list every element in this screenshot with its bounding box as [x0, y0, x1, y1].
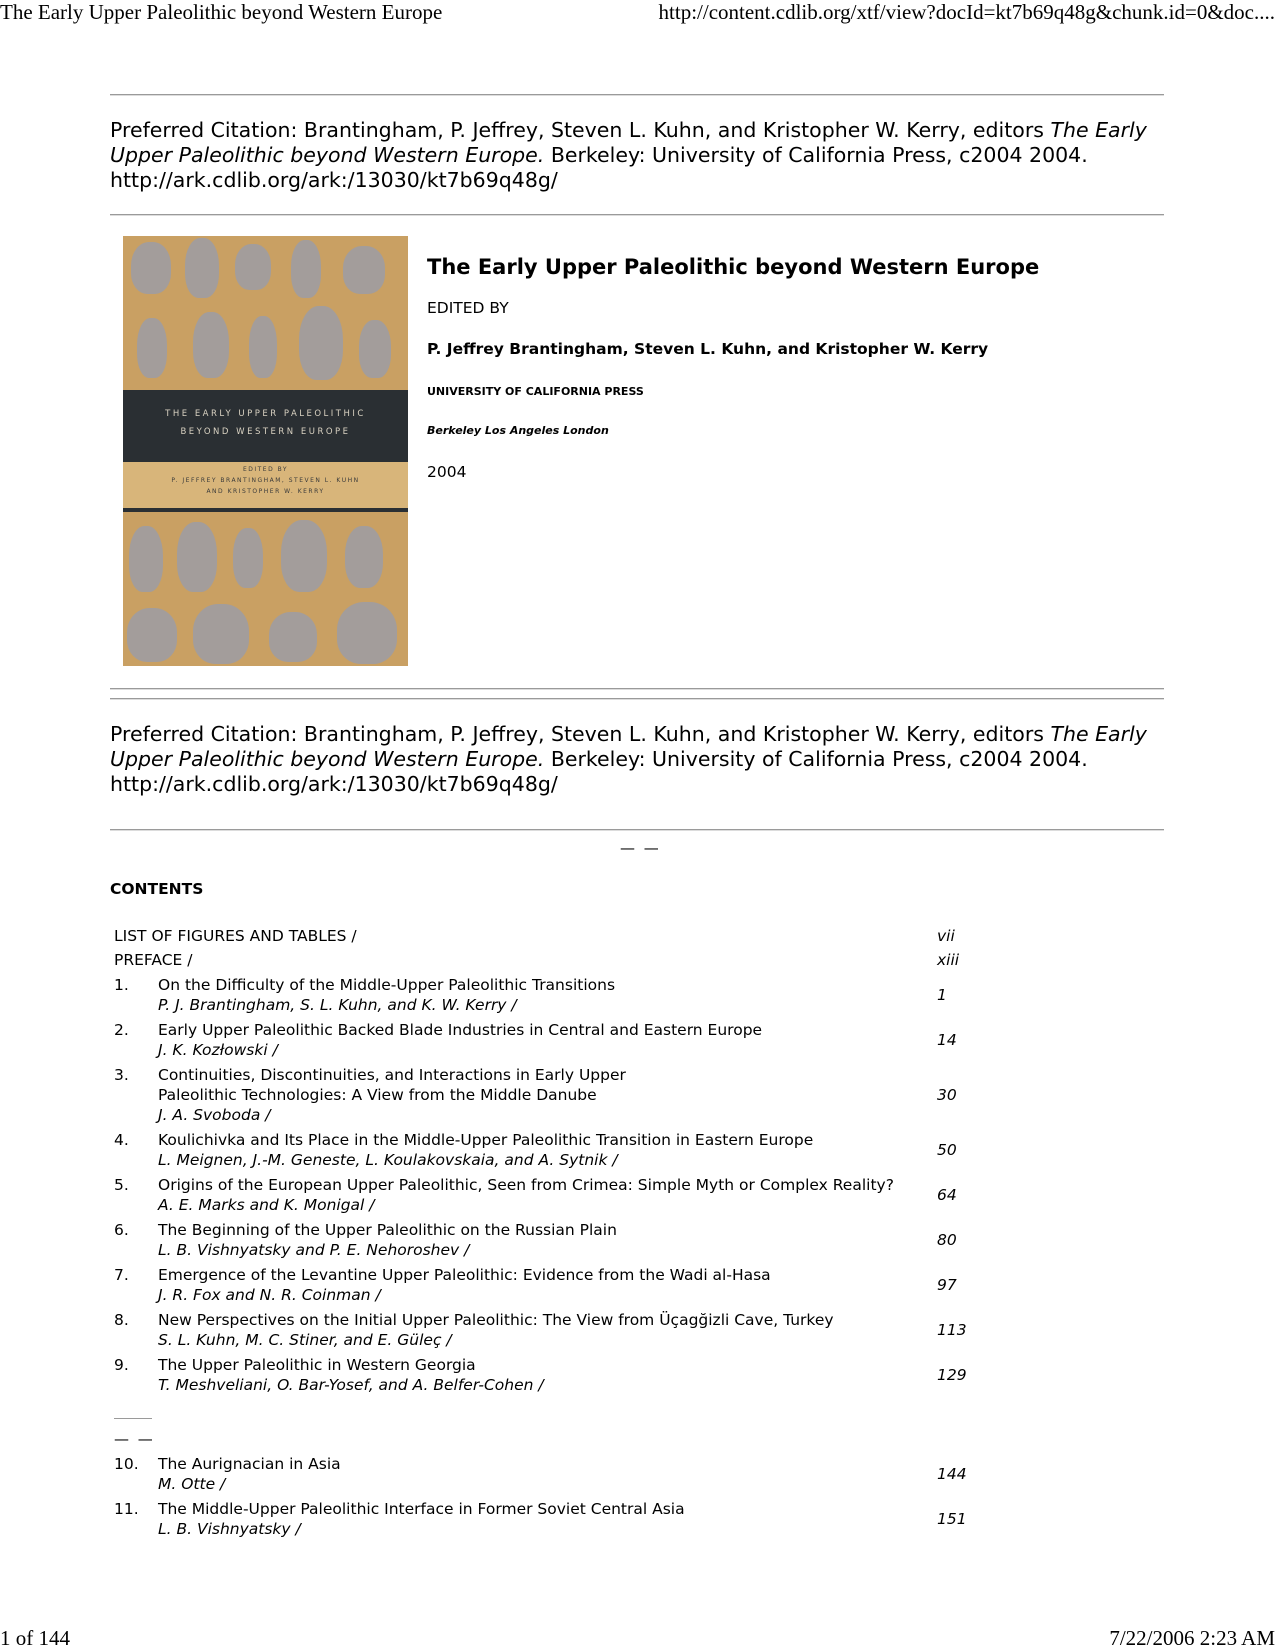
toc-page-number: 1 [937, 986, 947, 1004]
toc-page-number: 50 [937, 1141, 957, 1159]
divider [110, 214, 1164, 216]
print-footer-page: 1 of 144 [0, 1626, 70, 1650]
toc-front-title[interactable]: PREFACE / [114, 951, 193, 969]
toc-page-number: 64 [937, 1186, 957, 1204]
divider [110, 698, 1164, 700]
print-footer-timestamp: 7/22/2006 2:23 AM [1109, 1626, 1275, 1650]
cover-edited-by: EDITED BY [242, 466, 289, 473]
toc-chapter-number: 8. [114, 1311, 129, 1329]
toc-chapter-title[interactable]: Origins of the European Upper Paleolithic, Seen from Crimea: Simple Myth or Complex Reality? [158, 1176, 894, 1194]
page-break-marker: — — [114, 1430, 155, 1448]
toc-page-number: vii [937, 927, 955, 945]
preferred-citation [110, 118, 1164, 193]
divider [110, 829, 1164, 831]
divider [110, 94, 1164, 96]
book-cover-image [123, 236, 408, 666]
toc-chapter-authors: J. A. Svoboda / [158, 1106, 271, 1124]
toc-chapter-title[interactable]: Continuities, Discontinuities, and Interactions in Early Upper [158, 1066, 626, 1084]
toc-page-number: 80 [937, 1231, 957, 1249]
toc-page-number: 151 [937, 1510, 967, 1528]
toc-chapter-number: 1. [114, 976, 129, 994]
page-break-marker: — — [620, 839, 661, 857]
print-header-title: The Early Upper Paleolithic beyond Western Europe [0, 0, 443, 24]
print-header-url: http://content.cdlib.org/xtf/view?docId=kt7b69q48g&chunk.id=0&doc.... [658, 0, 1275, 24]
contents-heading: CONTENTS [110, 880, 204, 898]
toc-page-number: 129 [937, 1366, 967, 1384]
toc-page-number: 14 [937, 1031, 957, 1049]
book-title: The Early Upper Paleolithic beyond Western Europe [427, 255, 1040, 279]
publisher-places: Berkeley Los Angeles London [427, 424, 609, 437]
toc-chapter-title[interactable]: New Perspectives on the Initial Upper Paleolithic: The View from Üçagğizli Cave, Turkey [158, 1311, 834, 1329]
toc-chapter-number: 11. [114, 1500, 139, 1518]
citation-title: The Early Upper Paleolithic beyond Western Europe. [110, 722, 1147, 771]
citation-prefix: Preferred Citation: Brantingham, P. Jeffrey, Steven L. Kuhn, and Kristopher W. Kerry, editors [110, 118, 1051, 142]
toc-page-number: 144 [937, 1465, 967, 1483]
toc-page-number: 113 [937, 1321, 967, 1339]
toc-chapter-number: 2. [114, 1021, 129, 1039]
cover-editors-band [123, 462, 408, 508]
toc-chapter-number: 3. [114, 1066, 129, 1084]
citation-suffix: Berkeley: University of California Press, c2004 2004. http://ark.cdlib.org/ark:/13030/kt7b69q48g/ [110, 747, 1088, 796]
toc-chapter-authors: L. B. Vishnyatsky and P. E. Nehoroshev / [158, 1241, 470, 1259]
toc-chapter-number: 9. [114, 1356, 129, 1374]
divider [114, 1418, 152, 1419]
cover-title-line1: THE EARLY UPPER PALEOLITHIC [165, 409, 366, 419]
toc-chapter-title[interactable]: Emergence of the Levantine Upper Paleolithic: Evidence from the Wadi al-Hasa [158, 1266, 771, 1284]
toc-chapter-title[interactable]: The Beginning of the Upper Paleolithic on the Russian Plain [158, 1221, 617, 1239]
toc-chapter-authors: M. Otte / [158, 1475, 226, 1493]
toc-chapter-number: 10. [114, 1455, 139, 1473]
toc-chapter-title[interactable]: Koulichivka and Its Place in the Middle-Upper Paleolithic Transition in Eastern Europe [158, 1131, 814, 1149]
divider [110, 688, 1164, 690]
cover-editors-line1: P. JEFFREY BRANTINGHAM, STEVEN L. KUHN [171, 477, 360, 484]
toc-page-number: 30 [937, 1086, 957, 1104]
toc-chapter-title[interactable]: On the Difficulty of the Middle-Upper Paleolithic Transitions [158, 976, 616, 994]
toc-chapter-authors: J. R. Fox and N. R. Coinman / [158, 1286, 381, 1304]
toc-chapter-number: 6. [114, 1221, 129, 1239]
toc-chapter-number: 7. [114, 1266, 129, 1284]
citation-title: The Early Upper Paleolithic beyond Western Europe. [110, 118, 1147, 167]
toc-chapter-title[interactable]: The Middle-Upper Paleolithic Interface in Former Soviet Central Asia [158, 1500, 685, 1518]
edited-by-label: EDITED BY [427, 299, 509, 317]
toc-page-number: xiii [937, 951, 960, 969]
toc-chapter-authors: L. Meignen, J.-M. Geneste, L. Koulakovskaia, and A. Sytnik / [158, 1151, 618, 1169]
toc-chapter-title[interactable]: The Aurignacian in Asia [158, 1455, 341, 1473]
cover-title-line2: BEYOND WESTERN EUROPE [180, 427, 351, 437]
preferred-citation-repeat [110, 722, 1164, 797]
toc-chapter-title[interactable]: The Upper Paleolithic in Western Georgia [158, 1356, 476, 1374]
toc-chapter-number: 5. [114, 1176, 129, 1194]
toc-chapter-title-cont[interactable]: Paleolithic Technologies: A View from the Middle Danube [158, 1086, 597, 1104]
toc-chapter-number: 4. [114, 1131, 129, 1149]
citation-suffix: Berkeley: University of California Press, c2004 2004. http://ark.cdlib.org/ark:/13030/kt7b69q48g/ [110, 143, 1088, 192]
publication-year: 2004 [427, 463, 467, 481]
toc-chapter-title[interactable]: Early Upper Paleolithic Backed Blade Industries in Central and Eastern Europe [158, 1021, 763, 1039]
toc-chapter-authors: A. E. Marks and K. Monigal / [158, 1196, 375, 1214]
toc-page-number: 97 [937, 1276, 957, 1294]
toc-chapter-authors: T. Meshveliani, O. Bar-Yosef, and A. Belfer-Cohen / [158, 1376, 544, 1394]
editors: P. Jeffrey Brantingham, Steven L. Kuhn, and Kristopher W. Kerry [427, 340, 989, 358]
publisher: UNIVERSITY OF CALIFORNIA PRESS [427, 385, 644, 398]
toc-chapter-authors: P. J. Brantingham, S. L. Kuhn, and K. W. Kerry / [158, 996, 517, 1014]
cover-title-band [123, 390, 408, 462]
toc-chapter-authors: S. L. Kuhn, M. C. Stiner, and E. Güleç / [158, 1331, 452, 1349]
toc-chapter-authors: J. K. Kozłowski / [158, 1041, 278, 1059]
citation-prefix: Preferred Citation: Brantingham, P. Jeffrey, Steven L. Kuhn, and Kristopher W. Kerry, editors [110, 722, 1051, 746]
toc-chapter-authors: L. B. Vishnyatsky / [158, 1520, 301, 1538]
toc-front-title[interactable]: LIST OF FIGURES AND TABLES / [114, 927, 357, 945]
cover-editors-line2: AND KRISTOPHER W. KERRY [206, 488, 325, 495]
